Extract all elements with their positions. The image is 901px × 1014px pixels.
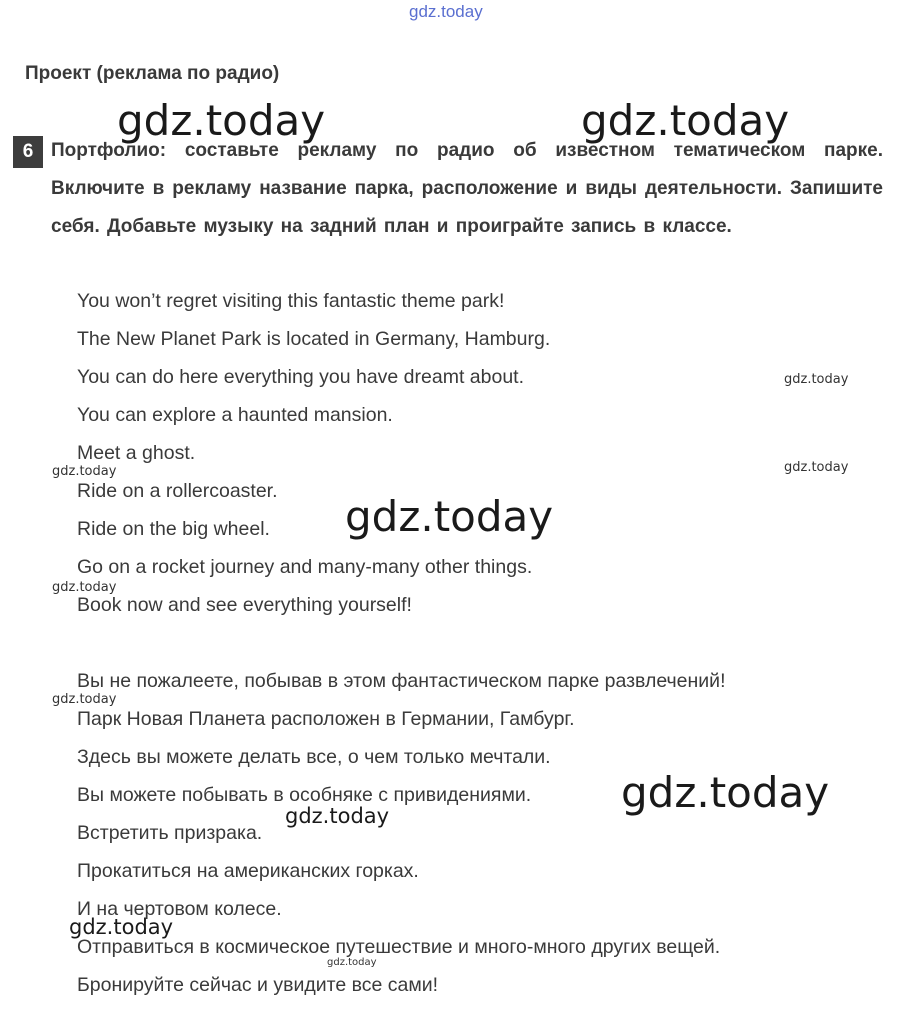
exercise-instruction: Портфолио: составьте рекламу по радио об известном тематическом парке. Включите в рекламу название парка, расположение и виды деятельности. Запишите себя. Добавьте музыку на задний план и проиграйте запись в классе. xyxy=(51,140,883,237)
english-line: Meet a ghost. xyxy=(77,442,196,464)
english-line: You can do here everything you have dreamt about. xyxy=(77,366,525,388)
russian-line: Отправиться в космическое путешествие и много-много других вещей. xyxy=(77,936,721,958)
english-line: Go on a rocket journey and many-many other things. xyxy=(77,556,533,578)
watermark-small: gdz.today xyxy=(784,460,849,475)
english-line: The New Planet Park is located in Germany, Hamburg. xyxy=(77,328,551,350)
english-line: Ride on a rollercoaster. xyxy=(77,480,278,502)
english-line: Ride on the big wheel. xyxy=(77,518,270,540)
watermark-large: gdz.today xyxy=(345,492,554,541)
russian-line: Встретить призрака. xyxy=(77,822,263,844)
english-line: You can explore a haunted mansion. xyxy=(77,404,393,426)
english-line: You won’t regret visiting this fantastic theme park! xyxy=(77,290,505,312)
russian-line: Здесь вы можете делать все, о чем только мечтали. xyxy=(77,746,551,768)
watermark-tiny: gdz.today xyxy=(327,957,377,968)
russian-line: Бронируйте сейчас и увидите все сами! xyxy=(77,974,439,996)
exercise-number-badge: 6 xyxy=(13,136,43,168)
watermark-top: gdz.today xyxy=(409,2,483,21)
watermark-medium: gdz.today xyxy=(285,804,390,828)
watermark-large: gdz.today xyxy=(581,96,790,145)
watermark-small: gdz.today xyxy=(784,372,849,387)
english-line: Book now and see everything yourself! xyxy=(77,594,412,616)
russian-line: Прокатиться на американских горках. xyxy=(77,860,419,882)
section-title: Проект (реклама по радио) xyxy=(25,63,280,84)
watermark-medium: gdz.today xyxy=(69,915,174,939)
russian-line: Вы можете побывать в особняке с привидениями. xyxy=(77,784,532,806)
russian-line: Парк Новая Планета расположен в Германии, Гамбург. xyxy=(77,708,575,730)
russian-line: И на чертовом колесе. xyxy=(77,898,282,920)
watermark-small: gdz.today xyxy=(52,580,117,595)
watermark-large: gdz.today xyxy=(621,768,830,817)
watermark-small: gdz.today xyxy=(52,692,117,707)
watermark-large: gdz.today xyxy=(117,96,326,145)
russian-line: Вы не пожалеете, побывав в этом фантастическом парке развлечений! xyxy=(77,670,726,692)
watermark-small: gdz.today xyxy=(52,464,117,479)
